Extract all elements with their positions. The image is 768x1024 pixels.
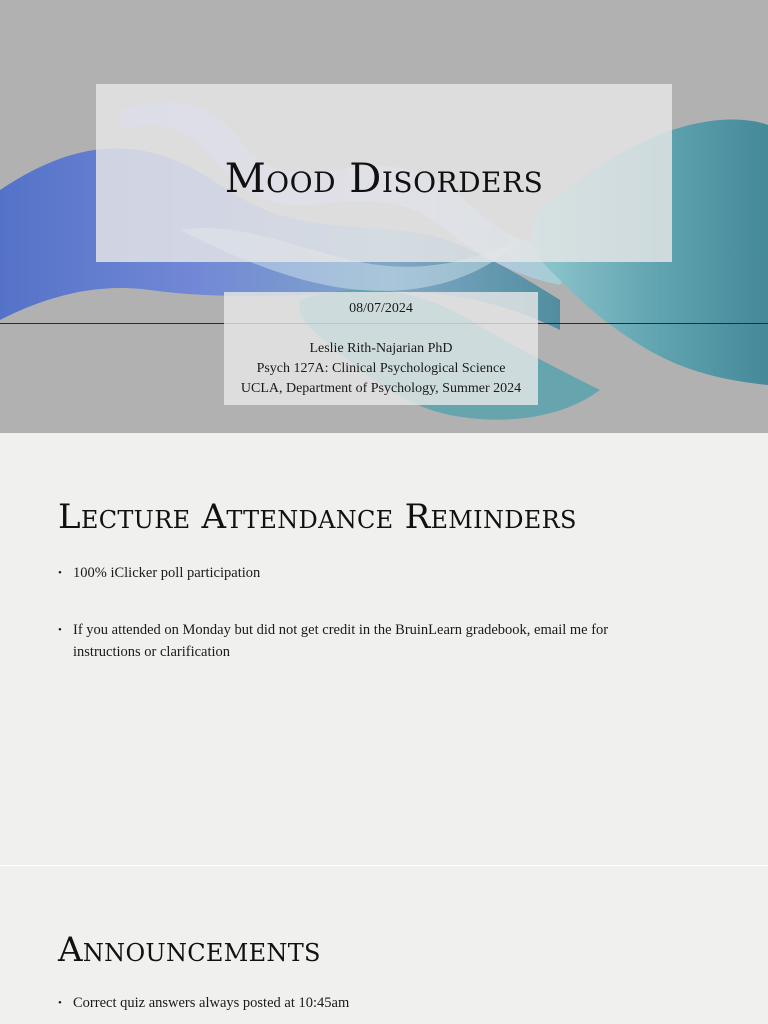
bullet-list (58, 562, 678, 663)
presenter-name: Leslie Rith-Najarian PhD (309, 341, 453, 356)
list-item (58, 562, 678, 584)
bullet-icon: • (58, 997, 62, 1009)
bullet-icon: • (58, 567, 62, 579)
slide-heading: Announcements (58, 930, 321, 970)
presenter-info-box (224, 292, 538, 405)
announcements-slide (0, 865, 768, 1024)
slide-heading: Lecture Attendance Reminders (58, 497, 577, 537)
course-name: Psych 127A: Clinical Psychological Science (256, 361, 506, 376)
bullet-list (58, 992, 678, 1014)
bullet-icon: • (58, 624, 62, 636)
presentation-title: Mood Disorders (224, 156, 544, 202)
list-item (58, 992, 678, 1014)
lecture-date: 08/07/2024 (349, 301, 413, 316)
bullet-text: Correct quiz answers always posted at 10:45am (73, 995, 350, 1011)
bullet-text: If you attended on Monday but did not get credit in the BruinLearn gradebook, email me for instructions or clarification (73, 622, 609, 660)
attendance-slide (0, 433, 768, 865)
title-slide (0, 0, 768, 433)
department-term: UCLA, Department of Psychology, Summer 2024 (240, 381, 522, 396)
bullet-text: 100% iClicker poll participation (73, 565, 261, 581)
title-box (96, 84, 672, 262)
list-item (58, 619, 678, 663)
